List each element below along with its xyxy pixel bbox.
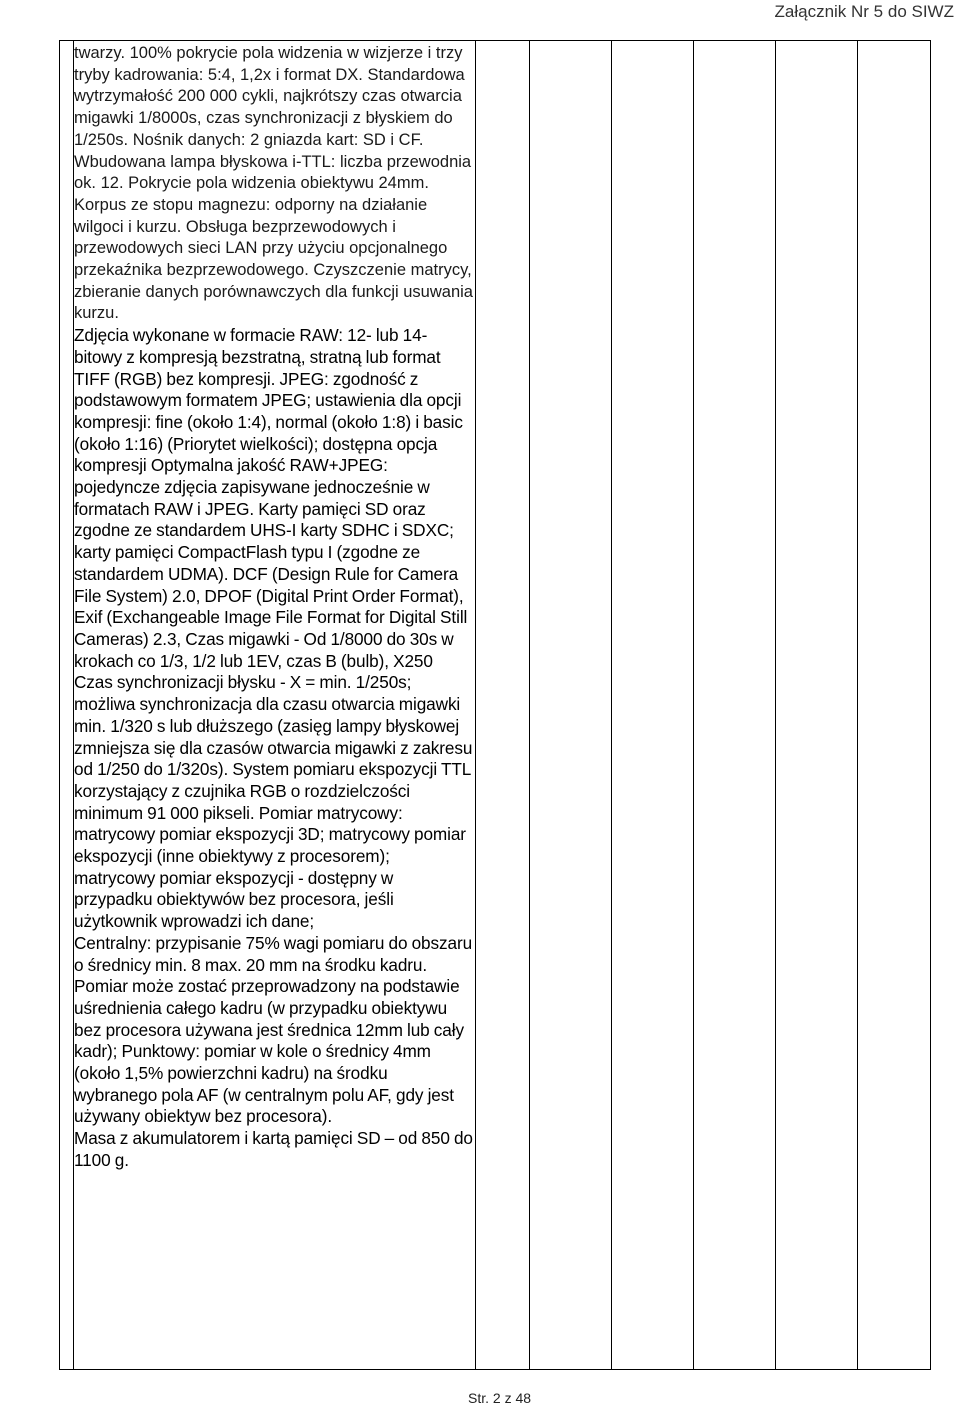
- column-divider: [529, 41, 530, 1369]
- spec-paragraph: Korpus ze stopu magnezu: odporny na działanie wilgoci i kurzu. Obsługa bezprzewodowych i przewodowych sieci LAN przy użyciu opcjonalnego przekaźnika bezprzewodowego. Czyszczenie matrycy, zbieranie danych porównawczych dla funkcji usuwania kurzu.: [74, 195, 473, 323]
- column-divider: [611, 41, 612, 1369]
- document-header: Załącznik Nr 5 do SIWZ: [774, 2, 954, 21]
- column-divider: [475, 41, 476, 1369]
- spec-paragraph: Masa z akumulatorem i kartą pamięci SD – od 850 do 1100 g.: [74, 1128, 473, 1170]
- spec-paragraph: Zdjęcia wykonane w formacie RAW: 12- lub 14-bitowy z kompresją bezstratną, stratną lub format TIFF (RGB) bez kompresji. JPEG: zgodność z podstawowym formatem JPEG; ustawienia dla opcji kompresji: fine (około 1:4), normal (około 1:8) i basic (około 1:16) (Priorytet wielkości); dostępna opcja kompresji Optymalna jakość RAW+JPEG: pojedyncze zdjęcia zapisywane jednocześnie w formatach RAW i JPEG. Karty pamięci SD oraz zgodne ze standardem UHS-I karty SDHC i SDXC; karty pamięci CompactFlash typu I (zgodne ze standardem UDMA). DCF (Design Rule for Camera File System) 2.0, DPOF (Digital Print Order Format), Exif (Exchangeable Image File Format for Digital Still Cameras) 2.3, Czas migawki - Od 1/8000 do 30s w krokach co 1/3, 1/2 lub 1EV, czas B (bulb), X250: [74, 325, 468, 671]
- column-divider: [693, 41, 694, 1369]
- column-divider: [857, 41, 858, 1369]
- spec-paragraph: Czas synchronizacji błysku - X = min. 1/250s; możliwa synchronizacja dla czasu otwarcia migawki min. 1/320 s lub dłuższego (zasięg lampy błyskowej zmniejsza się dla czasów otwarcia migawki z zakresu od 1/250 do 1/320s). System pomiaru ekspozycji TTL korzystający z czujnika RGB o rozdzielczości minimum 91 000 pikseli. Pomiar matrycowy: matrycowy pomiar ekspozycji 3D; matrycowy pomiar ekspozycji (inne obiektywy z procesorem); matrycowy pomiar ekspozycji - dostępny w przypadku obiektywów bez procesora, jeśli użytkownik wprowadzi ich dane;: [74, 672, 473, 932]
- spec-table: [59, 40, 931, 1370]
- column-divider: [775, 41, 776, 1369]
- spec-paragraph: Centralny: przypisanie 75% wagi pomiaru do obszaru o średnicy min. 8 max. 20 mm na środku kadru. Pomiar może zostać przeprowadzony na podstawie uśrednienia całego kadru (w przypadku obiektywu bez procesora używana jest średnica 12mm lub cały kadr); Punktowy: pomiar w kole o średnicy 4mm (około 1,5% powierzchni kadru) na środku wybranego pola AF (w centralnym polu AF, gdy jest używany obiektyw bez procesora).: [74, 932, 473, 1127]
- spec-paragraph: twarzy. 100% pokrycie pola widzenia w wizjerze i trzy tryby kadrowania: 5:4, 1,2x i format DX. Standardowa wytrzymałość 200 000 cykli, najkrótszy czas otwarcia migawki 1/8000s, czas synchronizacji z błyskiem do 1/250s. Nośnik danych: 2 gniazda kart: SD i CF. Wbudowana lampa błyskowa i-TTL: liczba przewodnia ok. 12. Pokrycie pola widzenia obiektywu 24mm.: [74, 44, 472, 193]
- page-number: Str. 2 z 48: [468, 1390, 532, 1406]
- spec-description-cell: [74, 43, 474, 1172]
